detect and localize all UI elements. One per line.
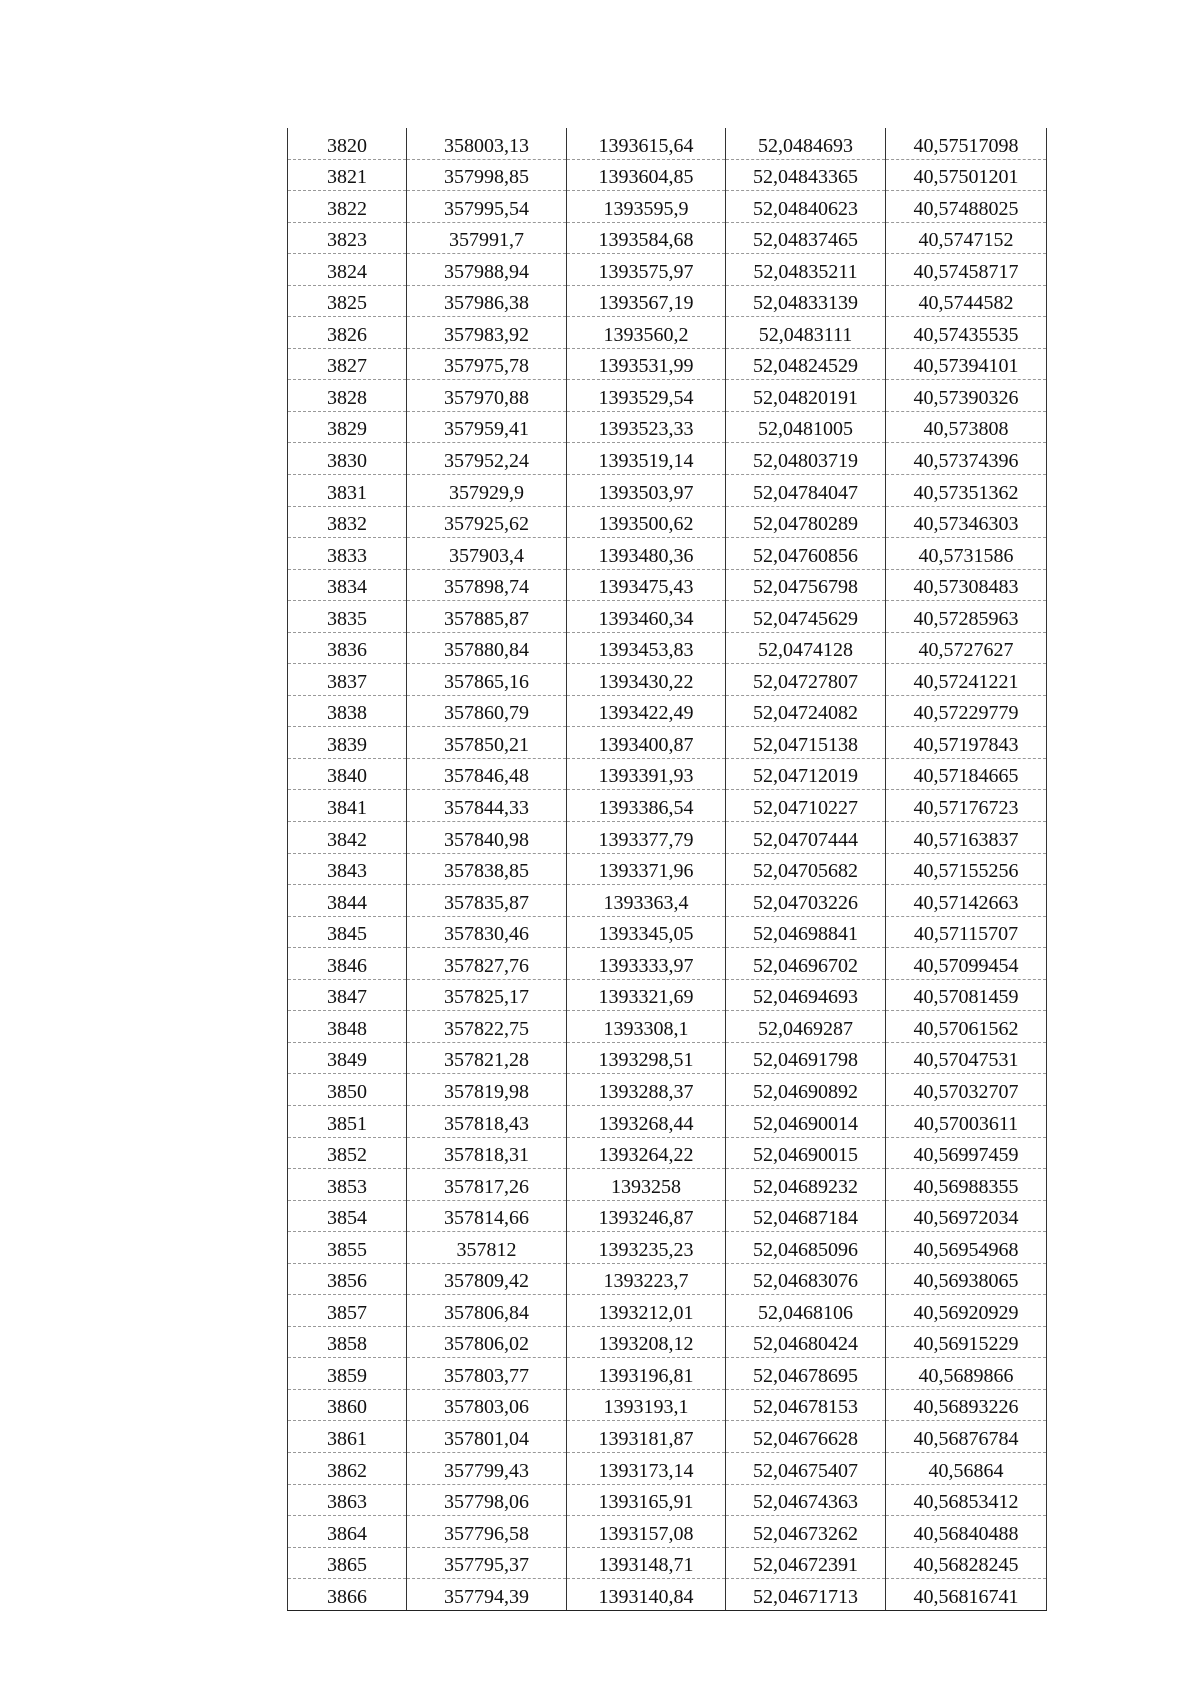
latitude-cell: 52,04678153 xyxy=(726,1389,886,1421)
table-row xyxy=(288,1105,1047,1137)
x-coordinate-cell: 357865,16 xyxy=(407,664,567,696)
latitude-cell: 52,0484693 xyxy=(726,128,886,159)
table-row xyxy=(288,948,1047,980)
latitude-cell: 52,0481005 xyxy=(726,411,886,443)
x-coordinate-cell: 357844,33 xyxy=(407,790,567,822)
table-row xyxy=(288,664,1047,696)
x-coordinate-cell: 357803,06 xyxy=(407,1389,567,1421)
point-number-cell: 3857 xyxy=(288,1295,407,1327)
table-row xyxy=(288,1421,1047,1453)
longitude-cell: 40,57241221 xyxy=(886,664,1047,696)
table-row xyxy=(288,1137,1047,1169)
point-number-cell: 3820 xyxy=(288,128,407,159)
table-row xyxy=(288,632,1047,664)
longitude-cell: 40,57099454 xyxy=(886,948,1047,980)
longitude-cell: 40,5689866 xyxy=(886,1358,1047,1390)
y-coordinate-cell: 1393475,43 xyxy=(567,569,726,601)
x-coordinate-cell: 357818,43 xyxy=(407,1105,567,1137)
latitude-cell: 52,04724082 xyxy=(726,695,886,727)
table-row xyxy=(288,1232,1047,1264)
latitude-cell: 52,0468106 xyxy=(726,1295,886,1327)
longitude-cell: 40,57032707 xyxy=(886,1074,1047,1106)
latitude-cell: 52,04696702 xyxy=(726,948,886,980)
y-coordinate-cell: 1393321,69 xyxy=(567,979,726,1011)
point-number-cell: 3828 xyxy=(288,380,407,412)
y-coordinate-cell: 1393235,23 xyxy=(567,1232,726,1264)
point-number-cell: 3823 xyxy=(288,222,407,254)
y-coordinate-cell: 1393258 xyxy=(567,1169,726,1201)
point-number-cell: 3842 xyxy=(288,822,407,854)
x-coordinate-cell: 357806,84 xyxy=(407,1295,567,1327)
y-coordinate-cell: 1393371,96 xyxy=(567,853,726,885)
y-coordinate-cell: 1393615,64 xyxy=(567,128,726,159)
point-number-cell: 3838 xyxy=(288,695,407,727)
longitude-cell: 40,5731586 xyxy=(886,538,1047,570)
longitude-cell: 40,57351362 xyxy=(886,475,1047,507)
x-coordinate-cell: 357801,04 xyxy=(407,1421,567,1453)
point-number-cell: 3833 xyxy=(288,538,407,570)
point-number-cell: 3845 xyxy=(288,916,407,948)
point-number-cell: 3825 xyxy=(288,285,407,317)
point-number-cell: 3844 xyxy=(288,885,407,917)
x-coordinate-cell: 357809,42 xyxy=(407,1263,567,1295)
latitude-cell: 52,04698841 xyxy=(726,916,886,948)
point-number-cell: 3822 xyxy=(288,191,407,223)
table-row xyxy=(288,695,1047,727)
y-coordinate-cell: 1393529,54 xyxy=(567,380,726,412)
latitude-cell: 52,04760856 xyxy=(726,538,886,570)
latitude-cell: 52,04824529 xyxy=(726,348,886,380)
table-row xyxy=(288,475,1047,507)
table-row xyxy=(288,916,1047,948)
latitude-cell: 52,04715138 xyxy=(726,727,886,759)
x-coordinate-cell: 357817,26 xyxy=(407,1169,567,1201)
table-row xyxy=(288,411,1047,443)
table-row xyxy=(288,1200,1047,1232)
x-coordinate-cell: 358003,13 xyxy=(407,128,567,159)
x-coordinate-cell: 357814,66 xyxy=(407,1200,567,1232)
longitude-cell: 40,5727627 xyxy=(886,632,1047,664)
point-number-cell: 3861 xyxy=(288,1421,407,1453)
longitude-cell: 40,57517098 xyxy=(886,128,1047,159)
latitude-cell: 52,04683076 xyxy=(726,1263,886,1295)
table-row xyxy=(288,1484,1047,1516)
y-coordinate-cell: 1393453,83 xyxy=(567,632,726,664)
longitude-cell: 40,57061562 xyxy=(886,1011,1047,1043)
y-coordinate-cell: 1393567,19 xyxy=(567,285,726,317)
point-number-cell: 3853 xyxy=(288,1169,407,1201)
x-coordinate-cell: 357803,77 xyxy=(407,1358,567,1390)
longitude-cell: 40,56816741 xyxy=(886,1579,1047,1611)
y-coordinate-cell: 1393430,22 xyxy=(567,664,726,696)
y-coordinate-cell: 1393604,85 xyxy=(567,159,726,191)
y-coordinate-cell: 1393268,44 xyxy=(567,1105,726,1137)
x-coordinate-cell: 357959,41 xyxy=(407,411,567,443)
x-coordinate-cell: 357991,7 xyxy=(407,222,567,254)
point-number-cell: 3850 xyxy=(288,1074,407,1106)
y-coordinate-cell: 1393531,99 xyxy=(567,348,726,380)
y-coordinate-cell: 1393223,7 xyxy=(567,1263,726,1295)
y-coordinate-cell: 1393500,62 xyxy=(567,506,726,538)
point-number-cell: 3824 xyxy=(288,254,407,286)
y-coordinate-cell: 1393575,97 xyxy=(567,254,726,286)
point-number-cell: 3834 xyxy=(288,569,407,601)
table-row xyxy=(288,1389,1047,1421)
x-coordinate-cell: 357812 xyxy=(407,1232,567,1264)
y-coordinate-cell: 1393193,1 xyxy=(567,1389,726,1421)
x-coordinate-cell: 357970,88 xyxy=(407,380,567,412)
longitude-cell: 40,57374396 xyxy=(886,443,1047,475)
table-row xyxy=(288,1516,1047,1548)
x-coordinate-cell: 357975,78 xyxy=(407,348,567,380)
y-coordinate-cell: 1393523,33 xyxy=(567,411,726,443)
point-number-cell: 3852 xyxy=(288,1137,407,1169)
point-number-cell: 3856 xyxy=(288,1263,407,1295)
x-coordinate-cell: 357988,94 xyxy=(407,254,567,286)
longitude-cell: 40,56988355 xyxy=(886,1169,1047,1201)
latitude-cell: 52,04690892 xyxy=(726,1074,886,1106)
longitude-cell: 40,57197843 xyxy=(886,727,1047,759)
longitude-cell: 40,56864 xyxy=(886,1452,1047,1484)
y-coordinate-cell: 1393140,84 xyxy=(567,1579,726,1611)
table-row xyxy=(288,601,1047,633)
x-coordinate-cell: 357822,75 xyxy=(407,1011,567,1043)
x-coordinate-cell: 357830,46 xyxy=(407,916,567,948)
point-number-cell: 3851 xyxy=(288,1105,407,1137)
longitude-cell: 40,56938065 xyxy=(886,1263,1047,1295)
x-coordinate-cell: 357825,17 xyxy=(407,979,567,1011)
latitude-cell: 52,04712019 xyxy=(726,758,886,790)
y-coordinate-cell: 1393391,93 xyxy=(567,758,726,790)
point-number-cell: 3827 xyxy=(288,348,407,380)
longitude-cell: 40,56954968 xyxy=(886,1232,1047,1264)
table-row xyxy=(288,1169,1047,1201)
y-coordinate-cell: 1393157,08 xyxy=(567,1516,726,1548)
longitude-cell: 40,573808 xyxy=(886,411,1047,443)
table-row xyxy=(288,885,1047,917)
latitude-cell: 52,04690014 xyxy=(726,1105,886,1137)
latitude-cell: 52,04691798 xyxy=(726,1042,886,1074)
x-coordinate-cell: 357952,24 xyxy=(407,443,567,475)
x-coordinate-cell: 357799,43 xyxy=(407,1452,567,1484)
x-coordinate-cell: 357860,79 xyxy=(407,695,567,727)
table-row xyxy=(288,128,1047,159)
x-coordinate-cell: 357898,74 xyxy=(407,569,567,601)
x-coordinate-cell: 357795,37 xyxy=(407,1547,567,1579)
latitude-cell: 52,04820191 xyxy=(726,380,886,412)
point-number-cell: 3847 xyxy=(288,979,407,1011)
table-row xyxy=(288,853,1047,885)
table-row xyxy=(288,159,1047,191)
point-number-cell: 3829 xyxy=(288,411,407,443)
point-number-cell: 3843 xyxy=(288,853,407,885)
latitude-cell: 52,04784047 xyxy=(726,475,886,507)
table-row xyxy=(288,1547,1047,1579)
x-coordinate-cell: 357995,54 xyxy=(407,191,567,223)
longitude-cell: 40,56893226 xyxy=(886,1389,1047,1421)
longitude-cell: 40,57081459 xyxy=(886,979,1047,1011)
y-coordinate-cell: 1393519,14 xyxy=(567,443,726,475)
y-coordinate-cell: 1393165,91 xyxy=(567,1484,726,1516)
latitude-cell: 52,04756798 xyxy=(726,569,886,601)
longitude-cell: 40,57390326 xyxy=(886,380,1047,412)
x-coordinate-cell: 357840,98 xyxy=(407,822,567,854)
longitude-cell: 40,57501201 xyxy=(886,159,1047,191)
y-coordinate-cell: 1393308,1 xyxy=(567,1011,726,1043)
point-number-cell: 3832 xyxy=(288,506,407,538)
longitude-cell: 40,57176723 xyxy=(886,790,1047,822)
x-coordinate-cell: 357850,21 xyxy=(407,727,567,759)
x-coordinate-cell: 357835,87 xyxy=(407,885,567,917)
latitude-cell: 52,04803719 xyxy=(726,443,886,475)
point-number-cell: 3855 xyxy=(288,1232,407,1264)
longitude-cell: 40,57047531 xyxy=(886,1042,1047,1074)
y-coordinate-cell: 1393422,49 xyxy=(567,695,726,727)
latitude-cell: 52,04780289 xyxy=(726,506,886,538)
point-number-cell: 3837 xyxy=(288,664,407,696)
latitude-cell: 52,04689232 xyxy=(726,1169,886,1201)
point-number-cell: 3865 xyxy=(288,1547,407,1579)
table-row xyxy=(288,222,1047,254)
point-number-cell: 3836 xyxy=(288,632,407,664)
y-coordinate-cell: 1393595,9 xyxy=(567,191,726,223)
x-coordinate-cell: 357794,39 xyxy=(407,1579,567,1611)
y-coordinate-cell: 1393363,4 xyxy=(567,885,726,917)
latitude-cell: 52,04707444 xyxy=(726,822,886,854)
point-number-cell: 3849 xyxy=(288,1042,407,1074)
table-row xyxy=(288,790,1047,822)
table-row xyxy=(288,1452,1047,1484)
x-coordinate-cell: 357796,58 xyxy=(407,1516,567,1548)
y-coordinate-cell: 1393196,81 xyxy=(567,1358,726,1390)
table-row xyxy=(288,1011,1047,1043)
y-coordinate-cell: 1393560,2 xyxy=(567,317,726,349)
latitude-cell: 52,04694693 xyxy=(726,979,886,1011)
latitude-cell: 52,0469287 xyxy=(726,1011,886,1043)
table-row xyxy=(288,506,1047,538)
latitude-cell: 52,04671713 xyxy=(726,1579,886,1611)
table-row xyxy=(288,380,1047,412)
table-row xyxy=(288,1263,1047,1295)
latitude-cell: 52,04672391 xyxy=(726,1547,886,1579)
longitude-cell: 40,56972034 xyxy=(886,1200,1047,1232)
point-number-cell: 3848 xyxy=(288,1011,407,1043)
point-number-cell: 3835 xyxy=(288,601,407,633)
longitude-cell: 40,57394101 xyxy=(886,348,1047,380)
point-number-cell: 3839 xyxy=(288,727,407,759)
table-row xyxy=(288,538,1047,570)
x-coordinate-cell: 357880,84 xyxy=(407,632,567,664)
longitude-cell: 40,57142663 xyxy=(886,885,1047,917)
point-number-cell: 3860 xyxy=(288,1389,407,1421)
latitude-cell: 52,0474128 xyxy=(726,632,886,664)
x-coordinate-cell: 357986,38 xyxy=(407,285,567,317)
latitude-cell: 52,0483111 xyxy=(726,317,886,349)
point-number-cell: 3854 xyxy=(288,1200,407,1232)
table-row xyxy=(288,822,1047,854)
y-coordinate-cell: 1393181,87 xyxy=(567,1421,726,1453)
latitude-cell: 52,04690015 xyxy=(726,1137,886,1169)
longitude-cell: 40,57488025 xyxy=(886,191,1047,223)
latitude-cell: 52,04673262 xyxy=(726,1516,886,1548)
x-coordinate-cell: 357998,85 xyxy=(407,159,567,191)
point-number-cell: 3846 xyxy=(288,948,407,980)
longitude-cell: 40,56876784 xyxy=(886,1421,1047,1453)
table-row xyxy=(288,1579,1047,1611)
x-coordinate-cell: 357929,9 xyxy=(407,475,567,507)
latitude-cell: 52,04703226 xyxy=(726,885,886,917)
latitude-cell: 52,04705682 xyxy=(726,853,886,885)
y-coordinate-cell: 1393400,87 xyxy=(567,727,726,759)
latitude-cell: 52,04687184 xyxy=(726,1200,886,1232)
longitude-cell: 40,56853412 xyxy=(886,1484,1047,1516)
x-coordinate-cell: 357983,92 xyxy=(407,317,567,349)
longitude-cell: 40,57155256 xyxy=(886,853,1047,885)
x-coordinate-cell: 357806,02 xyxy=(407,1326,567,1358)
latitude-cell: 52,04745629 xyxy=(726,601,886,633)
table-row xyxy=(288,1042,1047,1074)
table-row xyxy=(288,254,1047,286)
latitude-cell: 52,04676628 xyxy=(726,1421,886,1453)
table-row xyxy=(288,285,1047,317)
point-number-cell: 3864 xyxy=(288,1516,407,1548)
table-row xyxy=(288,1074,1047,1106)
longitude-cell: 40,57163837 xyxy=(886,822,1047,854)
longitude-cell: 40,57435535 xyxy=(886,317,1047,349)
longitude-cell: 40,57458717 xyxy=(886,254,1047,286)
table-row xyxy=(288,979,1047,1011)
latitude-cell: 52,04680424 xyxy=(726,1326,886,1358)
coordinates-table-body xyxy=(288,128,1047,1610)
longitude-cell: 40,57308483 xyxy=(886,569,1047,601)
coordinates-table xyxy=(287,128,1047,1611)
x-coordinate-cell: 357818,31 xyxy=(407,1137,567,1169)
table-row xyxy=(288,758,1047,790)
point-number-cell: 3831 xyxy=(288,475,407,507)
longitude-cell: 40,57184665 xyxy=(886,758,1047,790)
table-row xyxy=(288,191,1047,223)
x-coordinate-cell: 357827,76 xyxy=(407,948,567,980)
longitude-cell: 40,56997459 xyxy=(886,1137,1047,1169)
y-coordinate-cell: 1393333,97 xyxy=(567,948,726,980)
y-coordinate-cell: 1393377,79 xyxy=(567,822,726,854)
x-coordinate-cell: 357838,85 xyxy=(407,853,567,885)
table-row xyxy=(288,1295,1047,1327)
y-coordinate-cell: 1393246,87 xyxy=(567,1200,726,1232)
x-coordinate-cell: 357903,4 xyxy=(407,538,567,570)
latitude-cell: 52,04710227 xyxy=(726,790,886,822)
table-row xyxy=(288,569,1047,601)
latitude-cell: 52,04674363 xyxy=(726,1484,886,1516)
point-number-cell: 3863 xyxy=(288,1484,407,1516)
point-number-cell: 3826 xyxy=(288,317,407,349)
point-number-cell: 3821 xyxy=(288,159,407,191)
y-coordinate-cell: 1393264,22 xyxy=(567,1137,726,1169)
latitude-cell: 52,04833139 xyxy=(726,285,886,317)
longitude-cell: 40,56840488 xyxy=(886,1516,1047,1548)
y-coordinate-cell: 1393503,97 xyxy=(567,475,726,507)
latitude-cell: 52,04843365 xyxy=(726,159,886,191)
x-coordinate-cell: 357885,87 xyxy=(407,601,567,633)
longitude-cell: 40,57003611 xyxy=(886,1105,1047,1137)
y-coordinate-cell: 1393298,51 xyxy=(567,1042,726,1074)
longitude-cell: 40,57346303 xyxy=(886,506,1047,538)
point-number-cell: 3862 xyxy=(288,1452,407,1484)
latitude-cell: 52,04727807 xyxy=(726,664,886,696)
latitude-cell: 52,04835211 xyxy=(726,254,886,286)
x-coordinate-cell: 357925,62 xyxy=(407,506,567,538)
y-coordinate-cell: 1393345,05 xyxy=(567,916,726,948)
y-coordinate-cell: 1393480,36 xyxy=(567,538,726,570)
point-number-cell: 3859 xyxy=(288,1358,407,1390)
x-coordinate-cell: 357819,98 xyxy=(407,1074,567,1106)
longitude-cell: 40,57115707 xyxy=(886,916,1047,948)
y-coordinate-cell: 1393386,54 xyxy=(567,790,726,822)
y-coordinate-cell: 1393173,14 xyxy=(567,1452,726,1484)
x-coordinate-cell: 357846,48 xyxy=(407,758,567,790)
point-number-cell: 3866 xyxy=(288,1579,407,1611)
longitude-cell: 40,57285963 xyxy=(886,601,1047,633)
latitude-cell: 52,04837465 xyxy=(726,222,886,254)
y-coordinate-cell: 1393288,37 xyxy=(567,1074,726,1106)
latitude-cell: 52,04675407 xyxy=(726,1452,886,1484)
y-coordinate-cell: 1393208,12 xyxy=(567,1326,726,1358)
table-row xyxy=(288,1358,1047,1390)
point-number-cell: 3858 xyxy=(288,1326,407,1358)
table-row xyxy=(288,317,1047,349)
longitude-cell: 40,56828245 xyxy=(886,1547,1047,1579)
x-coordinate-cell: 357821,28 xyxy=(407,1042,567,1074)
longitude-cell: 40,56915229 xyxy=(886,1326,1047,1358)
latitude-cell: 52,04685096 xyxy=(726,1232,886,1264)
table-row xyxy=(288,1326,1047,1358)
latitude-cell: 52,04840623 xyxy=(726,191,886,223)
point-number-cell: 3841 xyxy=(288,790,407,822)
y-coordinate-cell: 1393460,34 xyxy=(567,601,726,633)
table-row xyxy=(288,727,1047,759)
y-coordinate-cell: 1393148,71 xyxy=(567,1547,726,1579)
point-number-cell: 3840 xyxy=(288,758,407,790)
table-row xyxy=(288,348,1047,380)
y-coordinate-cell: 1393584,68 xyxy=(567,222,726,254)
x-coordinate-cell: 357798,06 xyxy=(407,1484,567,1516)
longitude-cell: 40,56920929 xyxy=(886,1295,1047,1327)
point-number-cell: 3830 xyxy=(288,443,407,475)
longitude-cell: 40,57229779 xyxy=(886,695,1047,727)
table-row xyxy=(288,443,1047,475)
y-coordinate-cell: 1393212,01 xyxy=(567,1295,726,1327)
latitude-cell: 52,04678695 xyxy=(726,1358,886,1390)
longitude-cell: 40,5747152 xyxy=(886,222,1047,254)
longitude-cell: 40,5744582 xyxy=(886,285,1047,317)
